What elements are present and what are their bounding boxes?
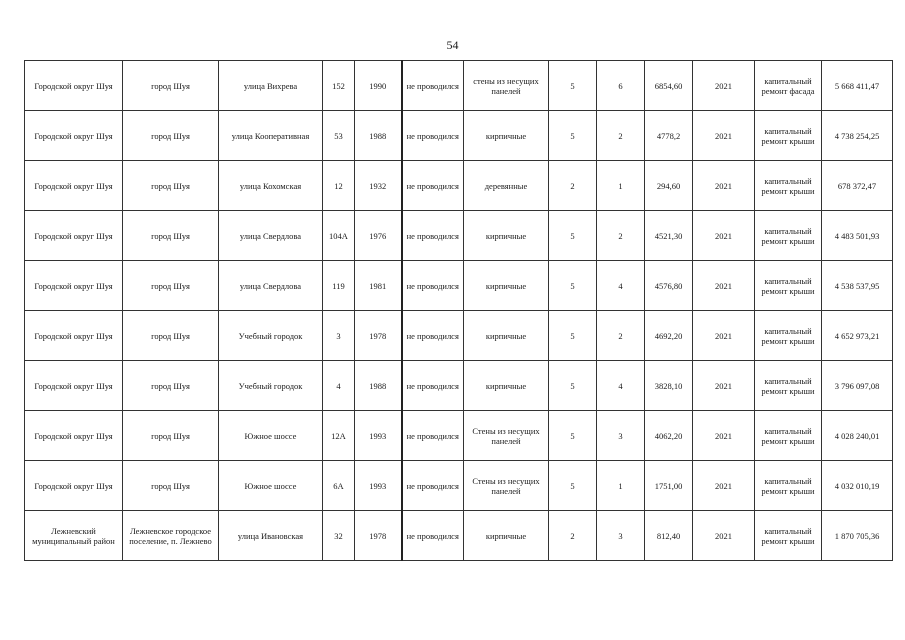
cell-wall-material: стены из несущих панелей (464, 61, 549, 111)
cell-work-type: капитальный ремонт фасада (755, 61, 822, 111)
cell-cost: 678 372,47 (822, 161, 893, 211)
cell-municipality: Городской округ Шуя (25, 411, 123, 461)
cell-entrances: 1 (597, 161, 645, 211)
cell-cost: 4 738 254,25 (822, 111, 893, 161)
cell-wall-material: кирпичные (464, 211, 549, 261)
cell-work-type: капитальный ремонт крыши (755, 511, 822, 561)
table-body (25, 61, 893, 561)
cell-wall-material: кирпичные (464, 511, 549, 561)
cell-wall-material: кирпичные (464, 361, 549, 411)
cell-house-number: 104А (323, 211, 355, 261)
cell-street: Учебный городок (219, 311, 323, 361)
cell-cost: 4 652 973,21 (822, 311, 893, 361)
cell-work-type: капитальный ремонт крыши (755, 211, 822, 261)
cell-house-number: 152 (323, 61, 355, 111)
cell-street: улица Кохомская (219, 161, 323, 211)
cell-repair-year: 2021 (693, 361, 755, 411)
cell-year-built: 1988 (355, 111, 402, 161)
cell-settlement: город Шуя (123, 111, 219, 161)
cell-floors: 5 (549, 411, 597, 461)
cell-year-built: 1978 (355, 511, 402, 561)
cell-entrances: 3 (597, 411, 645, 461)
cell-area: 6854,60 (645, 61, 693, 111)
cell-last-repair: не проводился (402, 511, 464, 561)
cell-house-number: 12А (323, 411, 355, 461)
cell-street: улица Свердлова (219, 261, 323, 311)
cell-area: 4778,2 (645, 111, 693, 161)
cell-wall-material: Стены из несущих панелей (464, 461, 549, 511)
cell-area: 3828,10 (645, 361, 693, 411)
cell-street: улица Кооперативная (219, 111, 323, 161)
cell-street: Южное шоссе (219, 461, 323, 511)
cell-area: 4576,80 (645, 261, 693, 311)
cell-last-repair: не проводился (402, 411, 464, 461)
cell-cost: 4 483 501,93 (822, 211, 893, 261)
cell-year-built: 1993 (355, 461, 402, 511)
cell-settlement: город Шуя (123, 261, 219, 311)
cell-repair-year: 2021 (693, 111, 755, 161)
cell-settlement: город Шуя (123, 61, 219, 111)
cell-floors: 5 (549, 361, 597, 411)
table-row (25, 111, 893, 161)
cell-street: улица Ивановская (219, 511, 323, 561)
cell-last-repair: не проводился (402, 111, 464, 161)
cell-work-type: капитальный ремонт крыши (755, 461, 822, 511)
cell-entrances: 3 (597, 511, 645, 561)
cell-last-repair: не проводился (402, 261, 464, 311)
cell-house-number: 32 (323, 511, 355, 561)
cell-cost: 1 870 705,36 (822, 511, 893, 561)
cell-repair-year: 2021 (693, 161, 755, 211)
cell-area: 812,40 (645, 511, 693, 561)
cell-entrances: 1 (597, 461, 645, 511)
cell-settlement: город Шуя (123, 311, 219, 361)
cell-year-built: 1988 (355, 361, 402, 411)
cell-cost: 3 796 097,08 (822, 361, 893, 411)
cell-municipality: Городской округ Шуя (25, 261, 123, 311)
cell-floors: 5 (549, 211, 597, 261)
table-row (25, 411, 893, 461)
cell-house-number: 119 (323, 261, 355, 311)
table-row (25, 61, 893, 111)
cell-repair-year: 2021 (693, 511, 755, 561)
cell-house-number: 53 (323, 111, 355, 161)
cell-wall-material: Стены из несущих панелей (464, 411, 549, 461)
table-row (25, 211, 893, 261)
cell-last-repair: не проводился (402, 161, 464, 211)
cell-street: улица Вихрева (219, 61, 323, 111)
cell-municipality: Городской округ Шуя (25, 211, 123, 261)
cell-cost: 4 028 240,01 (822, 411, 893, 461)
cell-repair-year: 2021 (693, 461, 755, 511)
cell-area: 294,60 (645, 161, 693, 211)
cell-work-type: капитальный ремонт крыши (755, 161, 822, 211)
cell-floors: 5 (549, 111, 597, 161)
cell-settlement: Лежневское городское поселение, п. Лежнево (123, 511, 219, 561)
cell-entrances: 4 (597, 261, 645, 311)
cell-street: Южное шоссе (219, 411, 323, 461)
cell-area: 4692,20 (645, 311, 693, 361)
page-number: 54 (446, 38, 459, 52)
cell-work-type: капитальный ремонт крыши (755, 261, 822, 311)
table-row (25, 511, 893, 561)
cell-repair-year: 2021 (693, 261, 755, 311)
cell-wall-material: кирпичные (464, 311, 549, 361)
cell-cost: 4 538 537,95 (822, 261, 893, 311)
cell-repair-year: 2021 (693, 311, 755, 361)
cell-settlement: город Шуя (123, 361, 219, 411)
table-row (25, 311, 893, 361)
cell-floors: 5 (549, 261, 597, 311)
cell-entrances: 2 (597, 311, 645, 361)
cell-municipality: Городской округ Шуя (25, 161, 123, 211)
cell-last-repair: не проводился (402, 61, 464, 111)
cell-year-built: 1981 (355, 261, 402, 311)
cell-year-built: 1990 (355, 61, 402, 111)
cell-repair-year: 2021 (693, 61, 755, 111)
cell-house-number: 3 (323, 311, 355, 361)
cell-street: улица Свердлова (219, 211, 323, 261)
cell-cost: 5 668 411,47 (822, 61, 893, 111)
cell-house-number: 12 (323, 161, 355, 211)
cell-area: 4062,20 (645, 411, 693, 461)
cell-last-repair: не проводился (402, 461, 464, 511)
table-row (25, 161, 893, 211)
table-row (25, 361, 893, 411)
cell-settlement: город Шуя (123, 411, 219, 461)
cell-area: 4521,30 (645, 211, 693, 261)
cell-last-repair: не проводился (402, 211, 464, 261)
cell-entrances: 2 (597, 211, 645, 261)
cell-entrances: 4 (597, 361, 645, 411)
cell-year-built: 1993 (355, 411, 402, 461)
cell-work-type: капитальный ремонт крыши (755, 411, 822, 461)
cell-municipality: Городской округ Шуя (25, 61, 123, 111)
cell-entrances: 6 (597, 61, 645, 111)
cell-municipality: Городской округ Шуя (25, 311, 123, 361)
cell-year-built: 1976 (355, 211, 402, 261)
table-row (25, 261, 893, 311)
cell-floors: 5 (549, 61, 597, 111)
cell-repair-year: 2021 (693, 411, 755, 461)
cell-floors: 2 (549, 161, 597, 211)
cell-last-repair: не проводился (402, 311, 464, 361)
cell-municipality: Городской округ Шуя (25, 461, 123, 511)
cell-settlement: город Шуя (123, 211, 219, 261)
cell-last-repair: не проводился (402, 361, 464, 411)
cell-year-built: 1978 (355, 311, 402, 361)
cell-entrances: 2 (597, 111, 645, 161)
cell-year-built: 1932 (355, 161, 402, 211)
cell-repair-year: 2021 (693, 211, 755, 261)
cell-floors: 2 (549, 511, 597, 561)
cell-cost: 4 032 010,19 (822, 461, 893, 511)
cell-wall-material: кирпичные (464, 261, 549, 311)
cell-wall-material: деревянные (464, 161, 549, 211)
cell-house-number: 4 (323, 361, 355, 411)
cell-work-type: капитальный ремонт крыши (755, 111, 822, 161)
housing-repair-table (24, 60, 893, 561)
cell-municipality: Лежневский муниципальный район (25, 511, 123, 561)
cell-floors: 5 (549, 461, 597, 511)
cell-settlement: город Шуя (123, 461, 219, 511)
cell-area: 1751,00 (645, 461, 693, 511)
cell-municipality: Городской округ Шуя (25, 111, 123, 161)
cell-municipality: Городской округ Шуя (25, 361, 123, 411)
cell-wall-material: кирпичные (464, 111, 549, 161)
table-row (25, 461, 893, 511)
cell-house-number: 6А (323, 461, 355, 511)
cell-floors: 5 (549, 311, 597, 361)
cell-settlement: город Шуя (123, 161, 219, 211)
cell-work-type: капитальный ремонт крыши (755, 311, 822, 361)
cell-street: Учебный городок (219, 361, 323, 411)
cell-work-type: капитальный ремонт крыши (755, 361, 822, 411)
